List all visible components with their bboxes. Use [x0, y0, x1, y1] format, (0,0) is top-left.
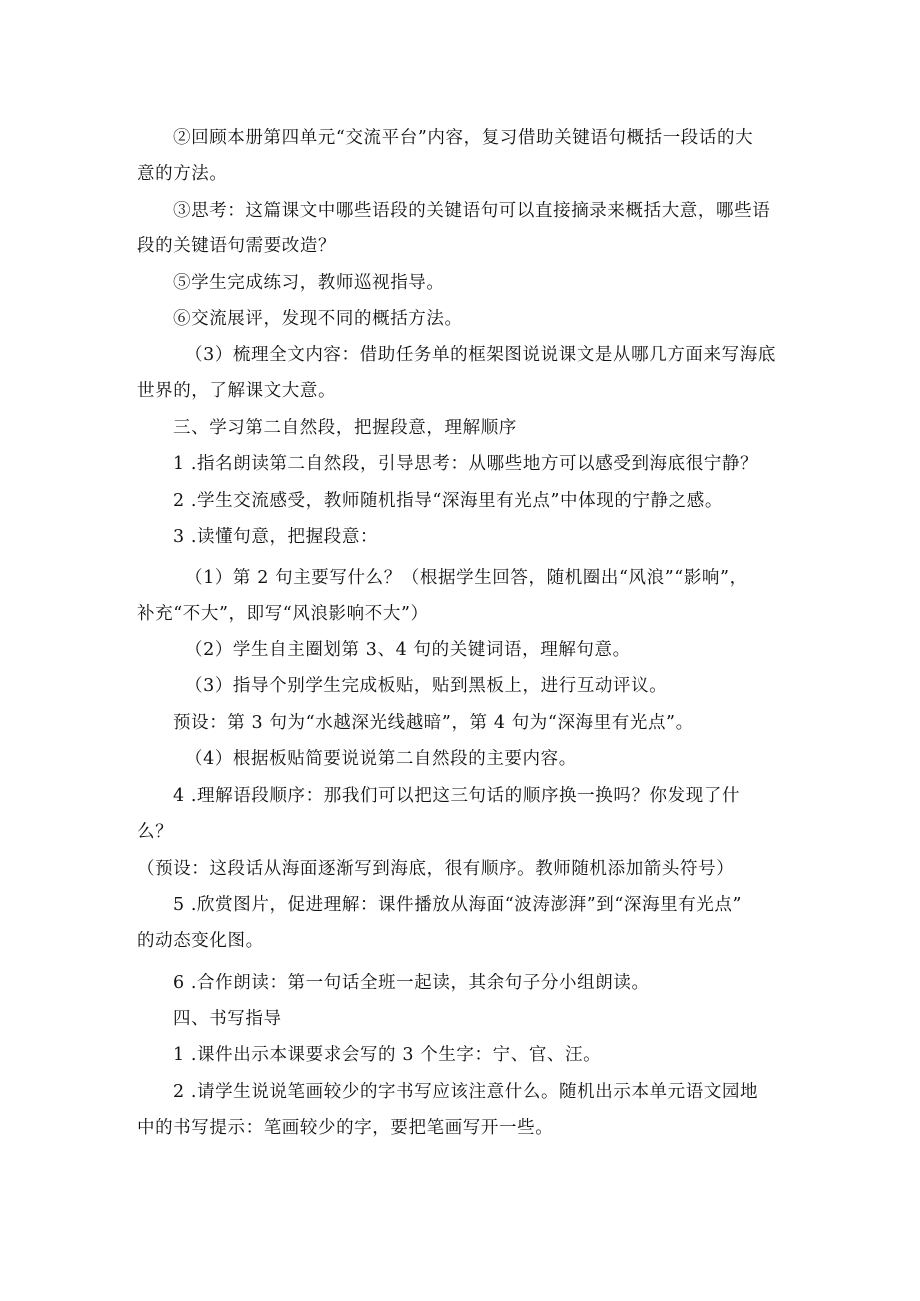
paragraph-line: 5 .欣赏图片，促进理解：课件播放从海面“波涛澎湃”到“深海里有光点” — [173, 895, 743, 915]
paragraph-line: （预设：这段话从海面逐渐写到海底，很有顺序。教师随机添加箭头符号） — [137, 859, 735, 879]
paragraph-line: 么？ — [137, 822, 174, 842]
paragraph-line: （2）学生自主圈划第 3、4 句的关键词语，理解句意。 — [185, 640, 631, 660]
paragraph-line: ⑥交流展评，发现不同的概括方法。 — [173, 309, 463, 329]
paragraph-line: 2 .学生交流感受，教师随机指导“深海里有光点”中体现的宁静之感。 — [173, 491, 723, 511]
paragraph-line: （3）梳理全文内容：借助任务单的框架图说说课文是从哪几方面来写海底 — [185, 345, 776, 365]
paragraph-line: 段的关键语句需要改造？ — [137, 236, 337, 256]
section-heading: 三、学习第二自然段，把握段意，理解顺序 — [173, 418, 517, 438]
paragraph-line: （1）第 2 句主要写什么？（根据学生回答，随机圈出“风浪”“影响”， — [185, 568, 748, 588]
paragraph-line: 6 .合作朗读：第一句话全班一起读，其余句子分小组朗读。 — [173, 973, 650, 993]
section-heading: 四、书写指导 — [173, 1009, 282, 1029]
paragraph-line: 世界的，了解课文大意。 — [137, 381, 337, 401]
paragraph-line: 预设：第 3 句为“水越深光线越暗”，第 4 句为“深海里有光点”。 — [173, 713, 694, 733]
paragraph-line: ③思考：这篇课文中哪些语段的关键语句可以直接摘录来概括大意，哪些语 — [173, 201, 771, 221]
paragraph-line: ②回顾本册第四单元“交流平台”内容，复习借助关键语句概括一段话的大 — [173, 128, 754, 148]
paragraph-line: 中的书写提示：笔画较少的字，要把笔画写开一些。 — [137, 1118, 554, 1138]
paragraph-line: （3）指导个别学生完成板贴，贴到黑板上，进行互动评议。 — [185, 676, 668, 696]
paragraph-line: 3 .读懂句意，把握段意： — [173, 527, 379, 547]
paragraph-line: 4 .理解语段顺序：那我们可以把这三句话的顺序换一换吗？你发现了什 — [173, 786, 741, 806]
paragraph-line: 1 .课件出示本课要求会写的 3 个生字：宁、官、汪。 — [173, 1045, 602, 1065]
paragraph-line: ⑤学生完成练习，教师巡视指导。 — [173, 273, 445, 293]
paragraph-line: 1 .指名朗读第二自然段，引导思考：从哪些地方可以感受到海底很宁静？ — [173, 454, 759, 474]
paragraph-line: 的动态变化图。 — [137, 931, 264, 951]
paragraph-line: （4）根据板贴简要说说第二自然段的主要内容。 — [185, 749, 577, 769]
paragraph-line: 2 .请学生说说笔画较少的字书写应该注意什么。随机出示本单元语文园地 — [173, 1082, 759, 1102]
paragraph-line: 意的方法。 — [137, 164, 228, 184]
paragraph-line: 补充“不大”，即写“风浪影响不大”） — [137, 604, 429, 624]
